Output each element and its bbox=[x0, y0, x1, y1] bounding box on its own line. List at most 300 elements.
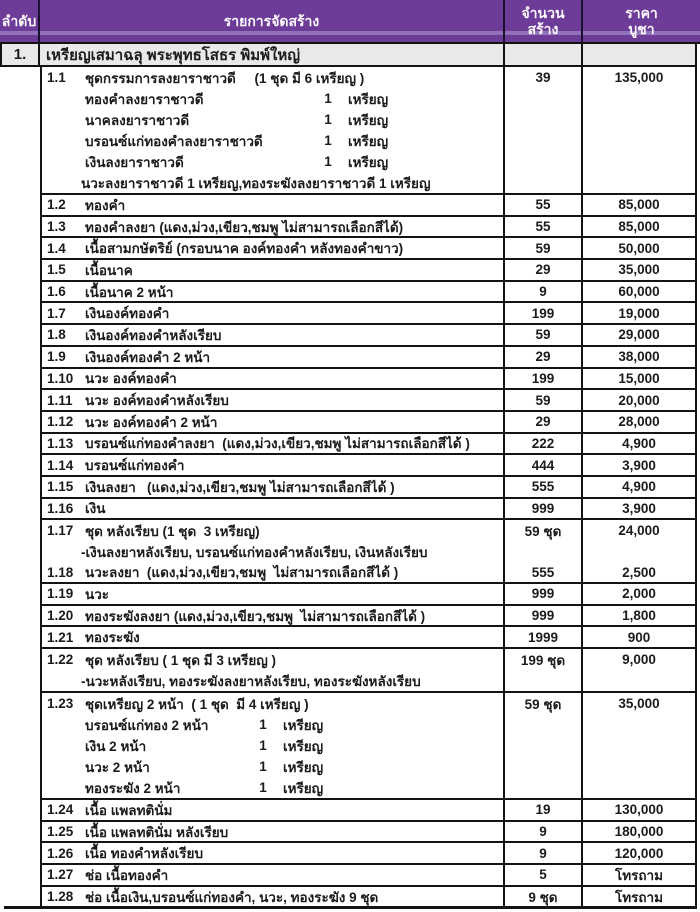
item-description-cell bbox=[42, 217, 505, 237]
price-cell bbox=[583, 282, 695, 302]
table-row bbox=[42, 649, 695, 693]
quantity-value: 199 bbox=[531, 305, 555, 321]
subitem-label: นวะ 2 หน้า bbox=[85, 759, 150, 775]
item-text: เงินองค์ทองคำ 2 หน้า bbox=[85, 349, 211, 365]
item-number: 1.11 bbox=[47, 392, 73, 408]
item-description-cell bbox=[42, 649, 505, 691]
item-number: 1.27 bbox=[47, 867, 74, 883]
table-row bbox=[42, 238, 695, 260]
subitem-label: บรอนซ์แก่ทอง 2 หน้า bbox=[85, 717, 209, 733]
price-value: 3,900 bbox=[622, 500, 656, 516]
price-cell bbox=[583, 347, 695, 367]
subitem-label: นาคลงยาราชาวดี bbox=[85, 112, 190, 128]
price-value: 130,000 bbox=[614, 802, 664, 818]
quantity-value: 999 bbox=[531, 586, 555, 602]
table-row bbox=[42, 347, 695, 369]
price-value: 60,000 bbox=[618, 284, 660, 300]
subitem-label: ทองระฆัง 2 หน้า bbox=[85, 780, 181, 796]
item-text: ช่อ เนื้อทองคำ bbox=[85, 867, 169, 883]
item-main-line bbox=[47, 584, 503, 604]
subitem-count: 1 bbox=[324, 91, 332, 106]
price-cell bbox=[583, 325, 695, 345]
item-description-cell bbox=[42, 584, 505, 604]
price-value: 135,000 bbox=[614, 70, 664, 85]
quantity-cell bbox=[505, 584, 583, 604]
quantity-cell bbox=[505, 887, 583, 907]
item-main-line bbox=[47, 325, 503, 345]
item-description-cell bbox=[42, 693, 505, 798]
price-cell bbox=[583, 260, 695, 280]
item-text: ช่อ เนื้อเงิน,บรอนซ์แก่ทองคำ, นวะ, ทองระฆัง 9 ชุด bbox=[85, 889, 379, 905]
price-value: 28,000 bbox=[618, 414, 660, 430]
price-cell bbox=[583, 477, 695, 497]
quantity-cell bbox=[505, 477, 583, 497]
price-value: 180,000 bbox=[614, 824, 664, 840]
quantity-cell bbox=[505, 282, 583, 302]
item-main-line bbox=[47, 347, 503, 367]
price-cell bbox=[583, 67, 695, 193]
table-header bbox=[0, 0, 700, 44]
quantity-value: 5 bbox=[539, 867, 547, 883]
price-cell bbox=[583, 822, 695, 842]
column-header-order-label: ลำดับ bbox=[1, 13, 37, 29]
quantity-value: 55 bbox=[535, 219, 551, 235]
item-main-line bbox=[47, 822, 503, 842]
item-description-cell bbox=[42, 520, 505, 562]
subitem-unit: เหรียญ bbox=[283, 759, 324, 775]
table-row bbox=[42, 390, 695, 412]
item-text: นวะ องค์ทองคำ 2 หน้า bbox=[85, 414, 218, 430]
quantity-cell bbox=[505, 260, 583, 280]
subitem-unit: เหรียญ bbox=[283, 717, 324, 733]
price-value: 120,000 bbox=[614, 845, 664, 861]
quantity-cell bbox=[505, 325, 583, 345]
item-number: 1.19 bbox=[47, 586, 74, 602]
quantity-cell bbox=[505, 67, 583, 193]
price-value: 1,800 bbox=[622, 608, 656, 624]
item-main-line bbox=[47, 217, 503, 237]
item-text: นวะลงยา (แดง,ม่วง,เขียว,ชมพู ไม่สามารถเลือกสีได้ ) bbox=[85, 565, 399, 581]
subitem-label: เงินลงยาราชาวดี bbox=[85, 154, 184, 170]
quantity-value: 555 bbox=[531, 564, 555, 580]
item-main-line bbox=[47, 455, 503, 475]
price-cell bbox=[583, 649, 695, 691]
item-description-cell bbox=[42, 562, 505, 582]
item-number: 1.24 bbox=[47, 802, 74, 818]
quantity-value: 19 bbox=[535, 802, 551, 818]
item-main-line bbox=[47, 195, 503, 215]
item-main-line bbox=[47, 238, 503, 258]
item-description-cell bbox=[42, 390, 505, 410]
price-cell bbox=[583, 584, 695, 604]
price-cell bbox=[583, 369, 695, 389]
item-subline bbox=[47, 109, 503, 130]
price-value: โทรถาม bbox=[614, 889, 664, 905]
column-header-quantity-line2: สร้าง bbox=[527, 21, 559, 37]
price-value: 900 bbox=[627, 629, 651, 645]
table-row bbox=[42, 843, 695, 865]
item-description-cell bbox=[42, 303, 505, 323]
item-text: เงินองค์ทองคำหลังเรียบ bbox=[85, 327, 222, 343]
price-cell bbox=[583, 238, 695, 258]
price-value: 2,000 bbox=[622, 586, 656, 602]
quantity-cell bbox=[505, 195, 583, 215]
item-main-line bbox=[47, 649, 503, 670]
table-row bbox=[42, 562, 695, 584]
price-value: 85,000 bbox=[618, 197, 660, 213]
price-cell bbox=[583, 434, 695, 454]
item-main-line bbox=[47, 390, 503, 410]
price-cell bbox=[583, 195, 695, 215]
table-row bbox=[42, 477, 695, 499]
column-header-item-label: รายการจัดสร้าง bbox=[223, 13, 320, 29]
item-main-line bbox=[47, 499, 503, 519]
quantity-value: 29 bbox=[535, 349, 551, 365]
quantity-value: 555 bbox=[531, 479, 555, 495]
item-text: ชุดเหรียญ 2 หน้า ( 1 ชุด มี 4 เหรียญ ) bbox=[85, 696, 309, 712]
item-text: ทองคำ bbox=[85, 197, 126, 213]
section-row bbox=[0, 44, 697, 67]
item-text: บรอนซ์แก่ทองคำลงยา (แดง,ม่วง,เขียว,ชมพู ไม่สามารถเลือกสีได้ ) bbox=[85, 436, 470, 452]
quantity-value: 29 bbox=[535, 262, 551, 278]
price-value: 85,000 bbox=[618, 219, 660, 235]
price-cell bbox=[583, 843, 695, 863]
subitem-count: 1 bbox=[259, 717, 267, 733]
price-cell bbox=[583, 303, 695, 323]
table-row bbox=[42, 260, 695, 282]
subitem-unit: เหรียญ bbox=[348, 112, 389, 128]
subitem-unit: เหรียญ bbox=[283, 780, 324, 796]
quantity-value: 59 ชุด bbox=[524, 523, 562, 539]
quantity-cell bbox=[505, 455, 583, 475]
item-text: เนื้อสามกษัตริย์ (กรอบนาค องค์ทองคำ หลังทองคำขาว) bbox=[85, 241, 404, 257]
table-row bbox=[42, 282, 695, 304]
table-bottom-border bbox=[4, 906, 697, 909]
item-text: ทองระฆัง bbox=[85, 630, 140, 646]
item-description-cell bbox=[42, 865, 505, 885]
item-number: 1.17 bbox=[47, 523, 74, 539]
item-number: 1.28 bbox=[47, 889, 74, 905]
quantity-value: 29 bbox=[535, 414, 551, 430]
quantity-cell bbox=[505, 693, 583, 798]
subitem-count: 1 bbox=[259, 738, 267, 754]
item-main-line bbox=[47, 434, 503, 454]
item-number: 1.9 bbox=[47, 349, 66, 365]
quantity-value: 999 bbox=[531, 500, 555, 516]
table-row bbox=[42, 325, 695, 347]
table-row bbox=[42, 584, 695, 606]
subitem-count: 1 bbox=[259, 759, 267, 775]
item-number: 1.15 bbox=[47, 479, 74, 495]
price-value: 19,000 bbox=[618, 305, 660, 321]
item-description-cell bbox=[42, 434, 505, 454]
column-header-price bbox=[583, 0, 700, 42]
item-description-cell bbox=[42, 499, 505, 519]
item-description-cell bbox=[42, 260, 505, 280]
quantity-cell bbox=[505, 562, 583, 582]
item-number: 1.26 bbox=[47, 845, 74, 861]
item-number: 1.7 bbox=[47, 305, 66, 321]
item-main-line bbox=[47, 67, 503, 88]
quantity-value: 1999 bbox=[527, 629, 559, 645]
item-number: 1.3 bbox=[47, 219, 66, 235]
item-main-line bbox=[47, 520, 503, 541]
quantity-cell bbox=[505, 800, 583, 820]
item-number: 1.12 bbox=[47, 414, 74, 430]
quantity-value: 9 ชุด bbox=[528, 889, 558, 905]
table-row bbox=[42, 67, 695, 195]
subitem-unit: เหรียญ bbox=[348, 91, 389, 107]
quantity-cell bbox=[505, 303, 583, 323]
item-number: 1.10 bbox=[47, 370, 74, 386]
price-value: 4,900 bbox=[622, 479, 656, 495]
item-description-cell bbox=[42, 325, 505, 345]
quantity-cell bbox=[505, 347, 583, 367]
table-row bbox=[42, 303, 695, 325]
item-text: เนื้อ ทองคำหลังเรียบ bbox=[85, 846, 204, 862]
item-main-line bbox=[47, 477, 503, 497]
table-row bbox=[42, 627, 695, 649]
quantity-value: 55 bbox=[535, 197, 551, 213]
item-subline bbox=[47, 130, 503, 151]
price-cell bbox=[583, 217, 695, 237]
item-text: เงิน bbox=[85, 501, 106, 517]
price-value: 3,900 bbox=[622, 457, 656, 473]
item-description-cell bbox=[42, 800, 505, 820]
price-cell bbox=[583, 455, 695, 475]
quantity-value: 59 bbox=[535, 240, 551, 256]
price-value: โทรถาม bbox=[614, 867, 664, 883]
item-number: 1.20 bbox=[47, 608, 74, 624]
item-main-line bbox=[47, 606, 503, 626]
quantity-value: 59 ชุด bbox=[524, 696, 562, 712]
price-cell bbox=[583, 606, 695, 626]
item-main-line bbox=[47, 800, 503, 820]
table-row bbox=[42, 865, 695, 887]
column-header-price-line2: บูชา bbox=[628, 21, 655, 37]
item-subline bbox=[47, 735, 503, 756]
quantity-value: 222 bbox=[531, 435, 555, 451]
item-text: เงินองค์ทองคำ bbox=[85, 306, 170, 322]
quantity-value: 199 bbox=[531, 370, 555, 386]
quantity-cell bbox=[505, 606, 583, 626]
item-main-line bbox=[47, 303, 503, 323]
item-text: ชุดกรรมการลงยาราชาวดี (1 ชุด มี 6 เหรียญ ) bbox=[85, 70, 365, 86]
table-row bbox=[42, 434, 695, 456]
item-text: ชุด หลังเรียบ ( 1 ชุด มี 3 เหรียญ ) bbox=[85, 652, 277, 668]
price-value: 35,000 bbox=[618, 262, 660, 278]
subitem-unit: เหรียญ bbox=[283, 738, 324, 754]
item-number: 1.2 bbox=[47, 197, 66, 213]
item-main-line bbox=[47, 282, 503, 302]
subitem-count: 1 bbox=[259, 780, 267, 796]
column-header-quantity-line1: จำนวน bbox=[521, 5, 565, 21]
subitem-count: 1 bbox=[324, 133, 332, 148]
item-text: เนื้อ แพลทตินั่ม หลังเรียบ bbox=[85, 824, 229, 840]
quantity-value: 59 bbox=[535, 327, 551, 343]
item-description-cell bbox=[42, 369, 505, 389]
quantity-cell bbox=[505, 865, 583, 885]
item-number: 1.25 bbox=[47, 824, 74, 840]
item-number: 1.4 bbox=[47, 240, 66, 256]
item-description-cell bbox=[42, 822, 505, 842]
item-main-line bbox=[47, 843, 503, 863]
item-subline: -นวะหลังเรียบ, ทองระฆังลงยาหลังเรียบ, ทองระฆังหลังเรียบ bbox=[81, 673, 421, 689]
price-value: 2,500 bbox=[622, 564, 656, 580]
subitem-count: 1 bbox=[324, 154, 332, 169]
item-description-cell bbox=[42, 843, 505, 863]
item-number: 1.23 bbox=[47, 696, 74, 712]
price-value: 24,000 bbox=[618, 523, 660, 539]
table-row bbox=[42, 412, 695, 434]
item-text: นวะ องค์ทองคำ bbox=[85, 371, 177, 387]
item-text: ชุด หลังเรียบ (1 ชุด 3 เหรียญ) bbox=[85, 523, 260, 539]
item-main-line bbox=[47, 693, 503, 714]
item-description-cell bbox=[42, 347, 505, 367]
item-number: 1.14 bbox=[47, 457, 74, 473]
price-cell bbox=[583, 887, 695, 907]
item-subline bbox=[47, 756, 503, 777]
table-row bbox=[42, 195, 695, 217]
price-cell bbox=[583, 865, 695, 885]
quantity-value: 9 bbox=[539, 284, 547, 300]
column-header-price-line1: ราคา bbox=[625, 5, 658, 21]
item-text: เนื้อ แพลทตินั่ม bbox=[85, 802, 173, 818]
item-number: 1.22 bbox=[47, 652, 74, 668]
item-description-cell bbox=[42, 455, 505, 475]
price-cell bbox=[583, 499, 695, 519]
table-row bbox=[42, 369, 695, 391]
table-body bbox=[40, 67, 697, 909]
item-subline bbox=[47, 714, 503, 735]
price-cell bbox=[583, 800, 695, 820]
item-text: เงินลงยา (แดง,ม่วง,เขียว,ชมพู ไม่สามารถเลือกสีได้ ) bbox=[85, 479, 395, 495]
quantity-cell bbox=[505, 369, 583, 389]
item-description-cell bbox=[42, 477, 505, 497]
item-number: 1.8 bbox=[47, 327, 66, 343]
quantity-value: 59 bbox=[535, 392, 551, 408]
quantity-value: 39 bbox=[535, 70, 551, 85]
item-subline: -เงินลงยาหลังเรียบ, บรอนซ์แก่ทองคำหลังเรียบ, เงินหลังเรียบ bbox=[81, 544, 428, 560]
item-description-cell bbox=[42, 627, 505, 647]
item-description-cell bbox=[42, 887, 505, 907]
quantity-value: 999 bbox=[531, 608, 555, 624]
price-cell bbox=[583, 562, 695, 582]
quantity-cell bbox=[505, 412, 583, 432]
price-value: 20,000 bbox=[618, 392, 660, 408]
quantity-value: 9 bbox=[539, 845, 547, 861]
table-row bbox=[42, 822, 695, 844]
price-value: 29,000 bbox=[618, 327, 660, 343]
quantity-cell bbox=[505, 434, 583, 454]
item-text: นวะ bbox=[85, 586, 110, 602]
quantity-cell bbox=[505, 217, 583, 237]
item-description-cell bbox=[42, 606, 505, 626]
item-number: 1.5 bbox=[47, 262, 66, 278]
subitem-label: เงิน 2 หน้า bbox=[85, 738, 147, 754]
price-value: 38,000 bbox=[618, 349, 660, 365]
item-description-cell bbox=[42, 282, 505, 302]
item-description-cell bbox=[42, 67, 505, 193]
section-number: 1. bbox=[2, 44, 40, 65]
item-number: 1.13 bbox=[47, 435, 74, 451]
price-value: 15,000 bbox=[618, 370, 660, 386]
table-row bbox=[42, 499, 695, 521]
table-row bbox=[42, 520, 695, 562]
item-subline bbox=[47, 151, 503, 172]
item-description-cell bbox=[42, 195, 505, 215]
price-value: 35,000 bbox=[618, 696, 660, 712]
item-main-line bbox=[47, 562, 503, 582]
section-price-cell bbox=[583, 44, 695, 65]
table-row bbox=[42, 217, 695, 239]
item-main-line bbox=[47, 369, 503, 389]
item-subline bbox=[47, 88, 503, 109]
subitem-label: บรอนซ์แก่ทองคำลงยาราชาวดี bbox=[85, 133, 263, 149]
subitem-count: 1 bbox=[324, 112, 332, 127]
price-cell bbox=[583, 693, 695, 798]
section-quantity-cell bbox=[505, 44, 583, 65]
price-cell bbox=[583, 627, 695, 647]
item-text: ทองระฆังลงยา (แดง,ม่วง,เขียว,ชมพู ไม่สามารถเลือกสีได้ ) bbox=[85, 608, 426, 624]
table-row bbox=[42, 800, 695, 822]
item-text: เนื้อนาค 2 หน้า bbox=[85, 284, 174, 300]
table-row bbox=[42, 455, 695, 477]
item-number: 1.16 bbox=[47, 500, 74, 516]
quantity-value: 444 bbox=[531, 457, 555, 473]
subitem-label: ทองคำลงยาราชาวดี bbox=[85, 91, 204, 107]
quantity-cell bbox=[505, 649, 583, 691]
item-text: บรอนซ์แก่ทองคำ bbox=[85, 458, 185, 474]
item-main-line bbox=[47, 627, 503, 647]
item-text: นวะ องค์ทองคำหลังเรียบ bbox=[85, 393, 229, 409]
item-number: 1.18 bbox=[47, 564, 74, 580]
price-value: 4,900 bbox=[622, 435, 656, 451]
quantity-cell bbox=[505, 520, 583, 562]
table-row bbox=[42, 606, 695, 628]
item-main-line bbox=[47, 412, 503, 432]
price-cell bbox=[583, 412, 695, 432]
item-number: 1.1 bbox=[47, 70, 66, 85]
section-title: เหรียญเสมาฉลุ พระพุทธโสธร พิมพ์ใหญ่ bbox=[40, 44, 505, 65]
item-description-cell bbox=[42, 412, 505, 432]
table-row bbox=[42, 693, 695, 800]
quantity-cell bbox=[505, 822, 583, 842]
item-text: เนื้อนาค bbox=[85, 262, 133, 278]
item-text: ทองคำลงยา (แดง,ม่วง,เขียว,ชมพู ไม่สามารถเลือกสีได้) bbox=[85, 219, 404, 235]
price-cell bbox=[583, 390, 695, 410]
item-subline bbox=[47, 777, 503, 798]
item-main-line bbox=[47, 260, 503, 280]
price-cell bbox=[583, 520, 695, 562]
quantity-cell bbox=[505, 238, 583, 258]
quantity-cell bbox=[505, 843, 583, 863]
quantity-cell bbox=[505, 627, 583, 647]
item-main-line bbox=[47, 887, 503, 907]
column-header-item bbox=[40, 0, 505, 42]
quantity-value: 199 ชุด bbox=[520, 652, 566, 668]
column-header-quantity bbox=[505, 0, 583, 42]
quantity-cell bbox=[505, 499, 583, 519]
quantity-value: 9 bbox=[539, 824, 547, 840]
quantity-cell bbox=[505, 390, 583, 410]
item-description-cell bbox=[42, 238, 505, 258]
item-number: 1.6 bbox=[47, 284, 66, 300]
subitem-unit: เหรียญ bbox=[348, 133, 389, 149]
price-value: 50,000 bbox=[618, 240, 660, 256]
item-number: 1.21 bbox=[47, 629, 74, 645]
price-value: 9,000 bbox=[622, 652, 656, 668]
